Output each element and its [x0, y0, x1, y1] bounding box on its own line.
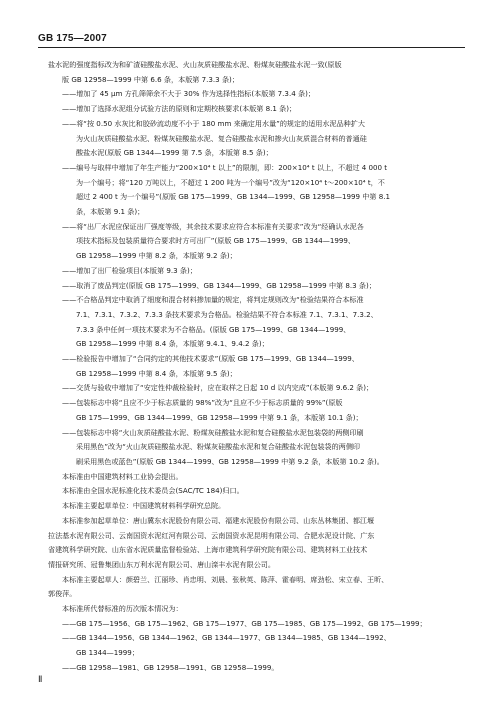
text-line: 7.3.3 条中任何一项技术要求为不合格品。(原版 GB 175—1999、GB 1344—1999、	[76, 324, 351, 334]
text-line: 盐水泥的强度指标改为和矿渣硅酸盐水泥、火山灰质硅酸盐水泥、粉煤灰硅酸盐水泥一致(原版	[48, 60, 342, 69]
paragraph: 本标准主要起草单位：中国建筑材料科学研究总院。	[62, 501, 226, 511]
list-item: ——将“按 0.50 水灰比和胶砂流动度不小于 180 mm 来确定用水量”的规定的适用水泥品种扩大	[62, 118, 365, 128]
text-line: 为火山灰质硅酸盐水泥、粉煤灰硅酸盐水泥、复合硅酸盐水泥和掺火山灰质混合材料的普通硅	[76, 133, 367, 143]
list-item: ——增加了 45 μm 方孔筛筛余不大于 30% 作为选择性指标(本版第 7.3.4 条)；	[62, 89, 315, 99]
text-line: 情报研究所、冠鲁集团山东万利水泥有限公司、唐山滦丰水泥有限公司。	[48, 559, 275, 569]
text-line: 条，本版第 9.1 条)；	[76, 207, 145, 217]
text-line: 为一个编号；将“120 万吨以上，不超过 1 200 吨为一个编号”改为“120×10⁴ t～200×10⁴ t，不	[76, 177, 385, 187]
paragraph: 本标准所代替标准的历次版本情况为：	[62, 604, 183, 614]
list-item: ——GB 12958—1981、GB 12958—1991、GB 12958—1999。	[62, 662, 279, 672]
text-line: 郭俊萍。	[48, 589, 77, 599]
text-line: 刷采用黑色或蓝色”(原版 GB 1344—1999、GB 12958—1999 中第 9.2 条，本版第 10.2 条)。	[76, 456, 384, 466]
text-line: GB 12958—1999 中第 8.4 条，本版第 9.5 条)；	[76, 368, 237, 378]
list-item: ——不合格品判定中取消了细度和混合材料掺加量的规定，将判定规则改为“检验结果符合本标准	[62, 295, 364, 305]
text-line: 超过 2 400 t 为一个编号”(原版 GB 175—1999、GB 1344—1999、GB 12958—1999 中第 8.1	[76, 192, 391, 202]
text-line: 拉法基水泥有限公司、云南国资水泥红河有限公司、云南国资水泥昆明有限公司、合肥水泥设计院、广东	[48, 530, 375, 540]
list-item: ——检验报告中增加了“合同约定的其他技术要求”(原版 GB 175—1999、GB 1344—1999、	[62, 354, 359, 364]
text-line: 采用黑色”改为“火山灰质硅酸盐水泥、粉煤灰硅酸盐水泥和复合硅酸盐水泥包装袋的两侧印	[76, 442, 361, 452]
text-line: 酸盐水泥(原版 GB 1344—1999 第 7.5 条，本版第 8.5 条)；	[76, 148, 273, 158]
list-item: ——增加了出厂检验项目(本版第 9.3 条)；	[62, 265, 197, 275]
list-item: ——交货与验收中增加了“安定性仲裁检验时，应在取样之日起 10 d 以内完成”(本版第 9.6.2 条)；	[62, 383, 374, 393]
text-line: GB 1344—1999；	[76, 648, 139, 658]
text-line: GB 175—1999、GB 1344—1999、GB 12958—1999 中第 9.1 条，本版第 10.1 条)；	[76, 412, 363, 422]
page-number: Ⅱ	[38, 674, 43, 684]
paragraph: 本标准由全国水泥标准化技术委员会(SAC/TC 184)归口。	[62, 486, 244, 496]
list-item: ——包装标志中将“火山灰质硅酸盐水泥、粉煤灰硅酸盐水泥和复合硅酸盐水泥包装袋的两侧印刷	[62, 427, 364, 437]
list-item: ——将“出厂水泥应保证出厂强度等级，其余技术要求应符合本标准有关要求”改为“经确认水泥各	[62, 221, 364, 231]
text-line: GB 12958—1999 中第 8.4 条，本版第 9.4.1、9.4.2 条)；	[76, 339, 269, 349]
text-line: 版 GB 12958—1999 中第 6.6 条，本版第 7.3.3 条)；	[62, 74, 239, 84]
foreword-body	[48, 58, 466, 676]
paragraph: 本标准主要起草人：颜碧兰、江丽珍、肖忠明、刘晨、张秋英、陈萍、霍春明、席劲松、宋立春、王昕、	[62, 574, 389, 584]
text-line: 7.1、7.3.1、7.3.2、7.3.3 条技术要求为合格品。检验结果不符合本标准 7.1、7.3.1、7.3.2、	[76, 309, 378, 319]
text-line: 省建筑科学研究院、山东省水泥质量监督检验站、上海市建筑科学研究院有限公司、建筑材料工业技术	[48, 545, 368, 555]
text-line: 项技术指标及包装质量符合要求时方可出厂”(原版 GB 175—1999、GB 1344—1999、	[76, 236, 355, 246]
list-item: ——取消了废品判定(原版 GB 175—1999、GB 1344—1999、GB 12958—1999 中第 8.3 条)；	[62, 280, 376, 290]
paragraph: 本标准参加起草单位：唐山冀东水泥股份有限公司、福建水泥股份有限公司、山东丛林集团、都江堰	[62, 515, 375, 525]
list-item: ——包装标志中将“且应不少于标志质量的 98%”改为“且应不少于标志质量的 99%”(原版	[62, 398, 343, 408]
list-item: ——编号与取样中增加了年生产能力“200×10⁴ t 以上”的限制，即：200×10⁴ t 以上，不超过 4 000 t	[62, 162, 388, 172]
list-item: ——GB 175—1956、GB 175—1962、GB 175—1977、GB 175—1985、GB 175—1992、GB 175—1999；	[62, 618, 427, 628]
list-item: ——GB 1344—1956、GB 1344—1962、GB 1344—1977、GB 1344—1985、GB 1344—1992、	[62, 633, 391, 643]
text-line: GB 12958—1999 中第 8.2 条，本版第 9.2 条)；	[76, 251, 237, 261]
standard-code-header: GB 175—2007	[38, 33, 107, 44]
paragraph: 本标准由中国建筑材料工业协会提出。	[62, 471, 183, 481]
header-divider	[38, 47, 465, 48]
list-item: ——增加了选择水泥组分试验方法的原则和定期校核要求(本版第 8.1 条)；	[62, 104, 297, 114]
